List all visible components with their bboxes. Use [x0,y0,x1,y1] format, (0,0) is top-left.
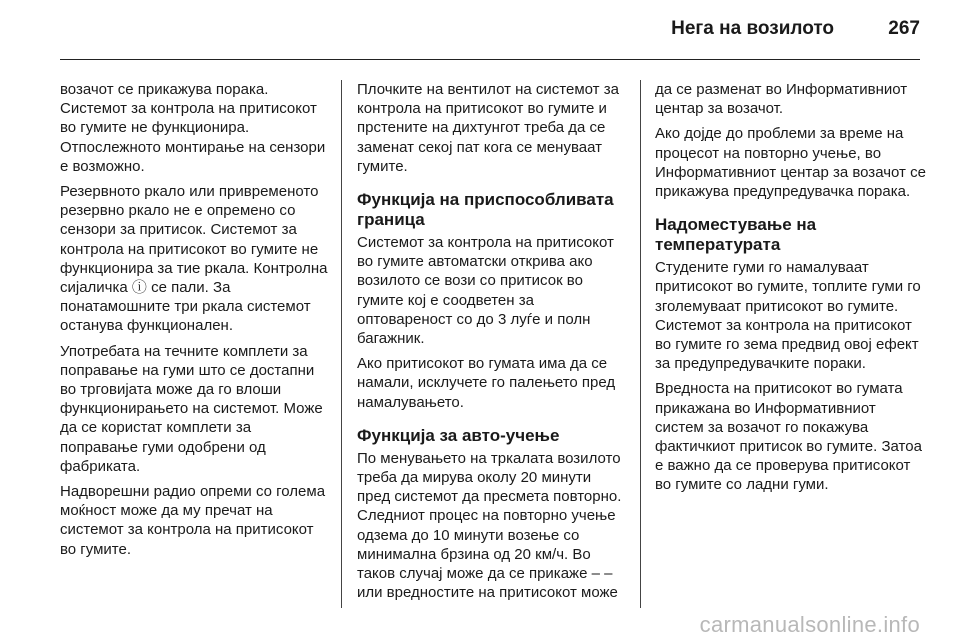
column-divider [341,80,342,608]
page-header [0,0,960,60]
watermark: carmanualsonline.info [699,612,920,637]
page-title: Нега на возилото [671,18,834,39]
paragraph: Вредноста на притисокот во гумата прикажана во Информативниот систем за возачот го покажува фактичкиот притисок во гумите. Затоа е важно да се проверува притисокот во гумите со ладни гуми. [655,380,922,494]
paragraph: Ако притисокот во гумата има да се намали, исклучете го палењето пред намалувањето. [357,355,616,411]
section-heading: Надоместување на температурата [655,215,817,255]
paragraph: Резервното ркало или привременото резервно ркало не е опремено со сензори за притисок. Системот за контрола на притисокот во гумите не функционира за тие ркала. Контролна сијаличка ⓘ се пали. За понатамошните три ркала системот останува функционален. [60,183,328,335]
paragraph: Системот за контрола на притисокот во гумите автоматски открива ако возилото се вози со притисок во гумите кој е соодветен за оптовареност со до 3 луѓе и полн багажник. [357,234,614,348]
paragraph: Студените гуми го намалуваат притисокот во гумите, топлите гуми го зголемуваат притисокот во гумите. Системот за контрола на притисокот во гумите го зема предвид овој ефект за предупредувачките пораки. [655,259,921,373]
section-heading: Функција за авто-учење [357,425,560,445]
page-number: 267 [888,18,920,39]
column-3 [655,80,927,501]
section-heading: Функција на приспособливата граница [357,190,614,230]
header-rule [60,59,920,60]
column-2 [357,80,627,608]
paragraph: Употребата на течните комплети за поправање на гуми што се достапни во трговијата може да го влоши функционирањето на системот. Може да се користат комплети за поправање гуми одобрени од фабриката. [60,342,323,475]
paragraph: По менувањето на тркалата возилото треба да мирува околу 20 минути пред системот да пресмета повторно. Следниот процес на повторно учење одзема до 10 минути возење со минимална брзина од 20 км/ч. Во таков случај може да се прикаже – – или вредностите на притисокот може [357,449,622,602]
column-divider [640,80,641,608]
column-1 [60,80,328,565]
paragraph: да се разменат во Информативниот центар за возачот. [655,81,908,118]
paragraph: Плочките на вентилот на системот за контрола на притисокот во гумите и прстените на дихтунгот треба да се заменат секој пат кога се менуваат гумите. [357,81,619,175]
paragraph: Ако дојде до проблеми за време на процесот на повторно учење, во Информативниот центар за возачот се прикажува предупредувачка порака. [655,125,926,201]
paragraph: возачот се прикажува порака. Системот за контрола на притисокот во гумите не функционира. Отпослежното монтирање на сензори е возможно. [60,81,326,175]
paragraph: Надворешни радио опреми со голема моќност може да му пречат на системот за контрола на притисокот во гумите. [60,483,326,558]
